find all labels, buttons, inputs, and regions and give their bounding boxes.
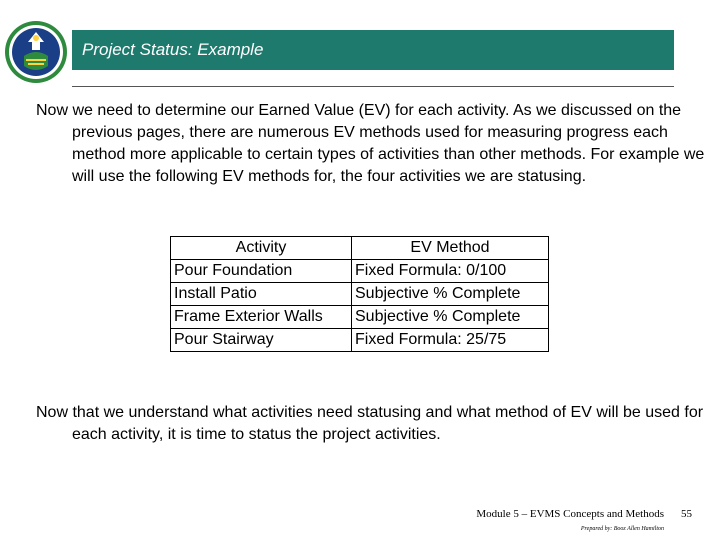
intro-paragraph: Now we need to determine our Earned Value (EV) for each activity. As we discussed on the previous pages, there are numerous EV methods used for measuring progress each method more applicable to certain types of activities than other methods. For example we will use the following EV methods for, the four activities we are statusing. — [36, 102, 705, 185]
ev-method-cell: Fixed Formula: 25/75 — [352, 329, 549, 352]
footer-module-label: Module 5 – EVMS Concepts and Methods — [476, 508, 664, 520]
ev-method-cell: Subjective % Complete — [352, 306, 549, 329]
closing-paragraph: Now that we understand what activities need statusing and what method of EV will be used for each activity, it is time to status the project activities. — [36, 404, 704, 443]
footer-prepared-by: Prepared by: Booz Allen Hamilton — [580, 526, 664, 532]
table-row — [171, 260, 549, 283]
table-header-row — [171, 237, 549, 260]
ev-method-table — [170, 236, 549, 352]
column-header-activity: Activity — [171, 237, 352, 260]
table-row — [171, 306, 549, 329]
column-header-ev-method: EV Method — [352, 237, 549, 260]
title-bar — [72, 30, 674, 70]
activity-cell: Pour Stairway — [171, 329, 352, 352]
title-divider — [72, 86, 674, 87]
ev-method-cell: Fixed Formula: 0/100 — [352, 260, 549, 283]
table-row — [171, 283, 549, 306]
table-row — [171, 329, 549, 352]
activity-cell: Pour Foundation — [171, 260, 352, 283]
activity-cell: Frame Exterior Walls — [171, 306, 352, 329]
page-title: Project Status: Example — [82, 40, 264, 59]
ev-method-cell: Subjective % Complete — [352, 283, 549, 306]
doe-seal-logo — [4, 20, 68, 84]
page-number: 55 — [681, 508, 692, 520]
activity-cell: Install Patio — [171, 283, 352, 306]
